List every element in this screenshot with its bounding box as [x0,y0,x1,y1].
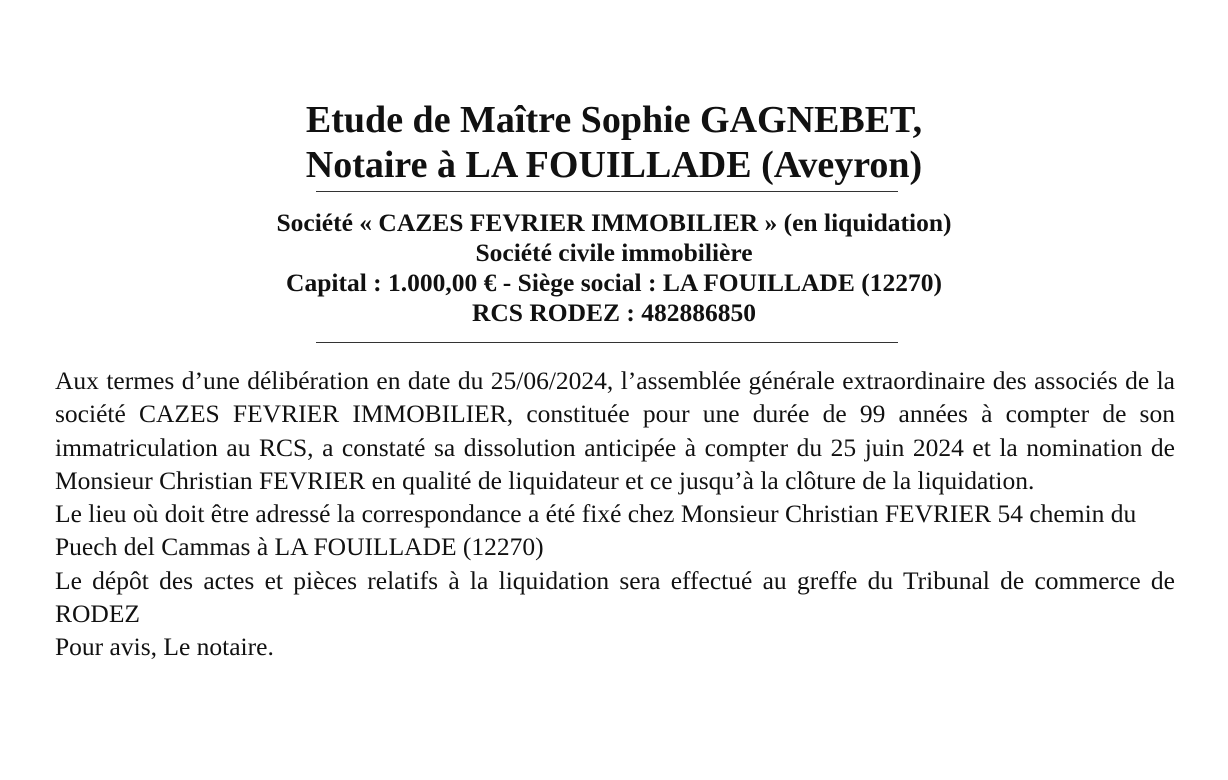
company-capital: Capital : 1.000,00 € - Siège social : LA FOUILLADE (12270) [286,268,942,297]
company-info [0,208,1228,328]
company-rcs: RCS RODEZ : 482886850 [471,298,757,327]
divider-top [316,191,898,192]
notary-title [0,98,1228,188]
paragraph-signature: Pour avis, Le notaire. [55,632,274,662]
divider-bottom [316,342,898,343]
title-line-1: Etude de Maître Sophie GAGNEBET, [305,99,923,141]
notice-body [55,364,1175,664]
paragraph-correspondence: Le lieu où doit être adressé la correspondance a été fixé chez Monsieur Christian FEVRIER 54 chemin du Puech del Cammas à LA FOUILLADE (12270) [55,499,1137,562]
company-name: Société « CAZES FEVRIER IMMOBILIER » (en liquidation) [276,208,952,237]
paragraph-deliberation: Aux termes d’une délibération en date du 25/06/2024, l’assemblée générale extraordinaire des associés de la société CAZES FEVRIER IMMOBILIER, constituée pour une durée de 99 années à compter de son immatriculation au RCS, a constaté sa dissolution anticipée à compter du 25 juin 2024 et la nomination de Monsieur Christian FEVRIER en qualité de liquidateur et ce jusqu’à la clôture de la liquidation. [55,366,1175,495]
title-line-2: Notaire à LA FOUILLADE (Aveyron) [305,144,923,186]
paragraph-deposit: Le dépôt des actes et pièces relatifs à la liquidation sera effectué au greffe du Tribunal de commerce de RODEZ [55,565,1175,629]
company-type: Société civile immobilière [475,238,753,267]
